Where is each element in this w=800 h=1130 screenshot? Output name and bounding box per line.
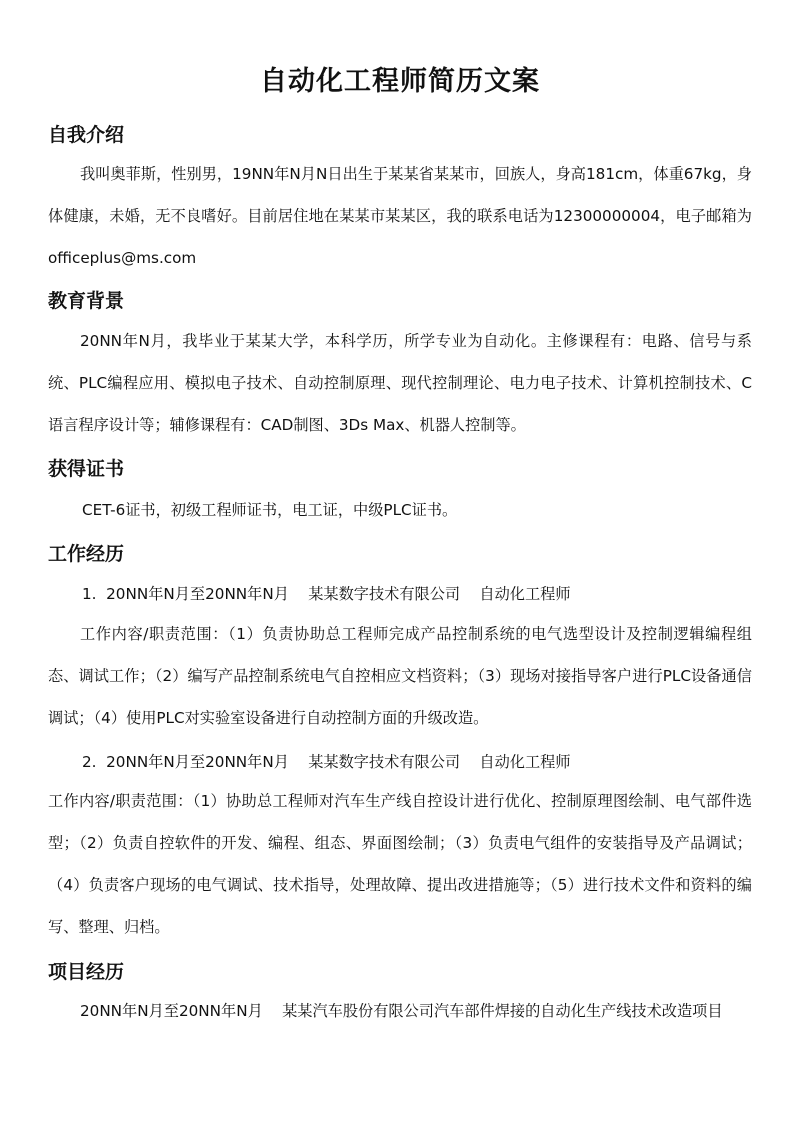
document-title: 自动化工程师简历文案 <box>260 66 540 97</box>
work-heading: 工作经历 <box>48 543 125 565</box>
job-1-duties: 工作内容/职责范围：（1）负责协助总工程师完成产品控制系统的电气选型设计及控制逻辑编程组态、调试工作；（2）编写产品控制系统电气自控相应文档资料；（3）现场对接指导客户进行PLC设备通信调试；（4）使用PLC对实验室设备进行自动控制方面的升级改造。 <box>48 625 752 727</box>
certificates-heading: 获得证书 <box>48 458 125 480</box>
education-paragraph: 20NN年N月，我毕业于某某大学，本科学历，所学专业为自动化。主修课程有：电路、信号与系统、PLC编程应用、模拟电子技术、自动控制原理、现代控制理论、电力电子技术、计算机控制技术、C语言程序设计等；辅修课程有：CAD制图、3Ds Max、机器人控制等。 <box>48 332 752 434</box>
projects-heading: 项目经历 <box>48 961 125 983</box>
intro-paragraph: 我叫奥菲斯，性别男，19NN年N月N日出生于某某省某某市，回族人，身高181cm，体重67kg，身体健康，未婚，无不良嗜好。目前居住地在某某市某某区，我的联系电话为12300000004，电子邮箱为officeplus@ms.com <box>48 165 752 267</box>
job-1-title-line: 1. 20NN年N月至20NN年N月 某某数字技术有限公司 自动化工程师 <box>82 585 571 603</box>
intro-heading: 自我介绍 <box>48 124 125 146</box>
education-heading: 教育背景 <box>48 290 125 312</box>
job-2-title-line: 2. 20NN年N月至20NN年N月 某某数字技术有限公司 自动化工程师 <box>82 753 571 771</box>
job-2-duties: 工作内容/职责范围：（1）协助总工程师对汽车生产线自控设计进行优化、控制原理图绘制、电气部件选型；（2）负责自控软件的开发、编程、组态、界面图绘制；（3）负责电气组件的安装指导及产品调试；（4）负责客户现场的电气调试、技术指导，处理故障、提出改进措施等；（5）进行技术文件和资料的编写、整理、归档。 <box>48 792 752 936</box>
projects-paragraph: 20NN年N月至20NN年N月 某某汽车股份有限公司汽车部件焊接的自动化生产线技术改造项目 <box>80 1002 723 1020</box>
certificates-text: CET-6证书，初级工程师证书，电工证，中级PLC证书。 <box>82 501 458 519</box>
